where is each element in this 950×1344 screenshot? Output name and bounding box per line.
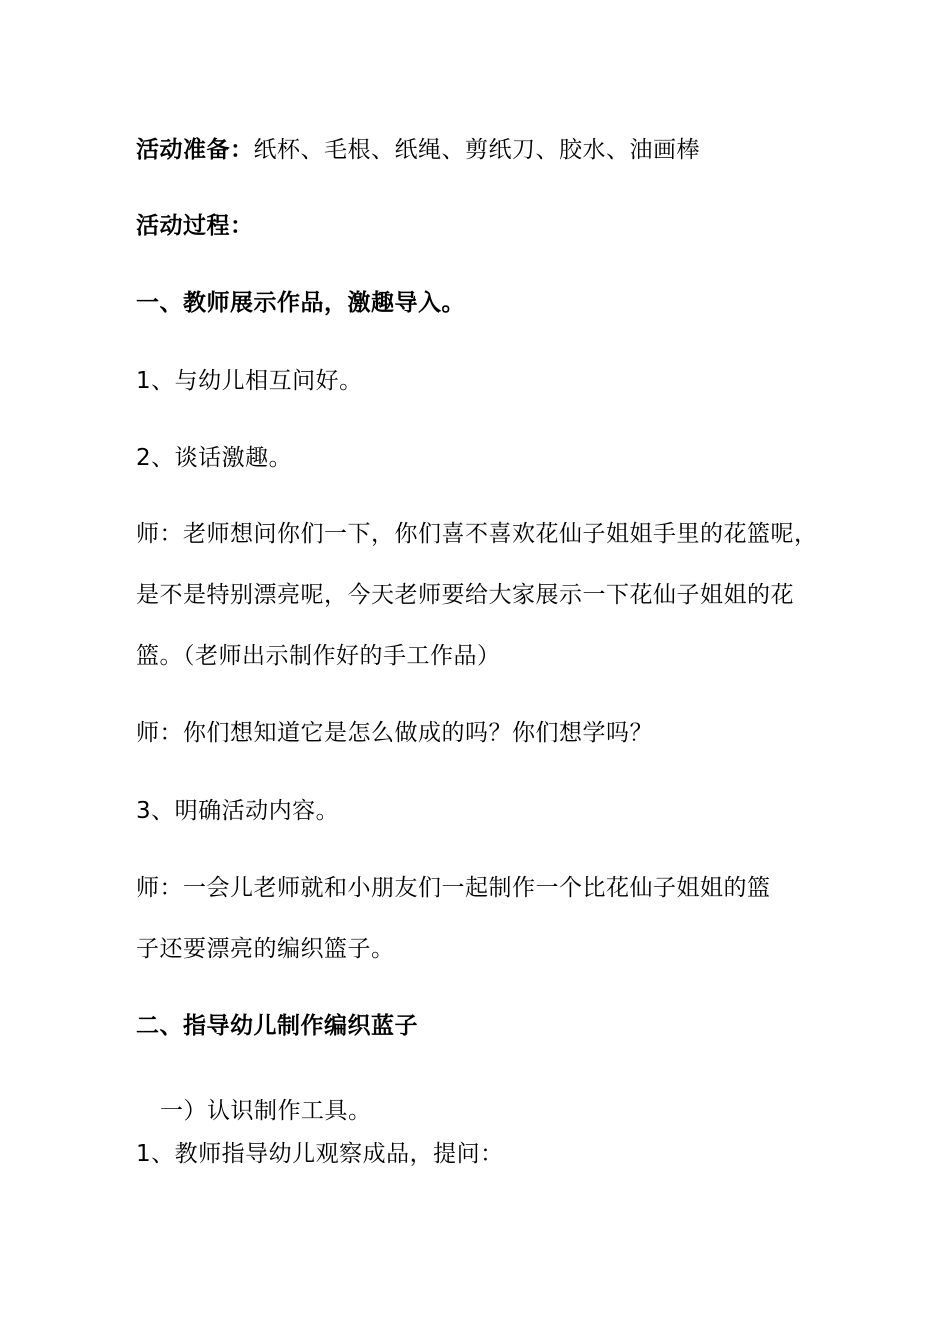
dialog-2: 师：你们想知道它是怎么做成的吗？你们想学吗？ bbox=[136, 720, 653, 746]
dialog-3-line-2: 子还要漂亮的编织篮子。 bbox=[136, 936, 395, 962]
prep-label: 活动准备： bbox=[136, 137, 254, 163]
dialog-1-line-1: 师：老师想问你们一下，你们喜不喜欢花仙子姐姐手里的花篮呢， bbox=[136, 521, 818, 547]
dialog-3-line-1: 师：一会儿老师就和小朋友们一起制作一个比花仙子姐姐的篮 bbox=[136, 875, 771, 901]
prep-line bbox=[136, 135, 700, 165]
section2-heading: 二、指导幼儿制作编织蓝子 bbox=[136, 1013, 418, 1039]
process-heading: 活动过程： bbox=[136, 213, 254, 239]
item-3: 3、明确活动内容。 bbox=[136, 798, 340, 824]
sub-section-1: 一）认识制作工具。 bbox=[160, 1098, 372, 1124]
item-2: 2、谈话激趣。 bbox=[136, 445, 293, 471]
dialog-1-line-2: 是不是特别漂亮呢，今天老师要给大家展示一下花仙子姐姐的花 bbox=[136, 582, 794, 608]
section1-heading: 一、教师展示作品，激趣导入。 bbox=[136, 290, 465, 316]
prep-items: 纸杯、毛根、纸绳、剪纸刀、胶水、油画棒 bbox=[253, 137, 700, 163]
sub-section-1-item-1: 1、教师指导幼儿观察成品，提问： bbox=[136, 1141, 504, 1167]
dialog-1-line-3: 篮。（老师出示制作好的手工作品） bbox=[136, 643, 501, 669]
item-1: 1、与幼儿相互问好。 bbox=[136, 368, 363, 394]
